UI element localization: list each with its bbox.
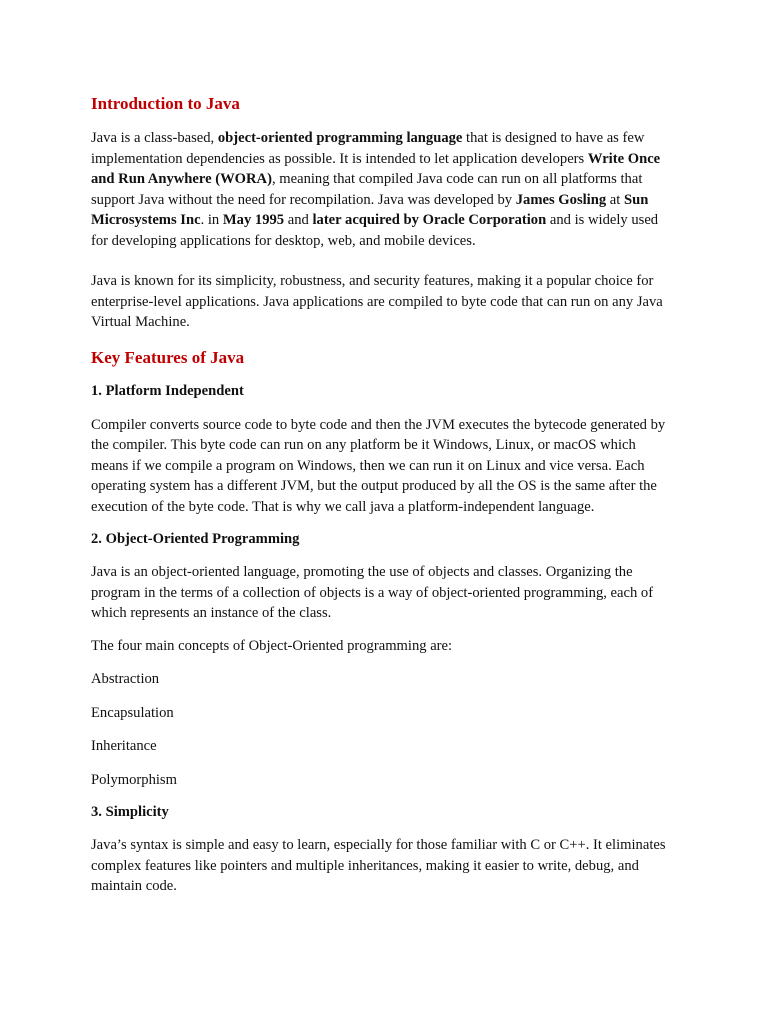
text-span: and <box>284 212 313 228</box>
concept-item: Abstraction <box>91 671 160 687</box>
bold-span: Write Once and Run Anywhere (WORA) <box>91 150 661 187</box>
bold-span: May 1995 <box>222 212 285 228</box>
feature-2-title: 2. Object-Oriented Programming <box>91 531 300 547</box>
text-span: Java is a class-based, <box>91 130 218 146</box>
concept-item: Polymorphism <box>91 771 177 788</box>
intro-heading: Introduction to Java <box>91 94 240 113</box>
text-span: that is designed to have as few implementation dependencies as possible. It is intended to let application developers <box>91 130 645 167</box>
bold-span: Sun Microsystems Inc <box>91 191 649 228</box>
text-span: . in <box>200 212 223 228</box>
features-heading: Key Features of Java <box>91 347 245 367</box>
concept-item: Encapsulation <box>91 704 174 721</box>
feature-1-text: Compiler converts source code to byte code and then the JVM executes the bytecode generated by the compiler. This byte code can run on any platform be it Windows, Linux, or macOS which means if we compile a program on Windows, then we can run it on Linux and vice versa. Each operating system has a different JVM, but the output produced by all the OS is the same after the execution of the byte code. That is why we call java a platform-independent language. <box>91 416 666 515</box>
concept-item: Inheritance <box>91 738 157 754</box>
feature-3-title: 3. Simplicity <box>91 804 169 820</box>
intro-paragraph-2: Java is known for its simplicity, robustness, and security features, making it a popular choice for enterprise-level applications. Java applications are compiled to byte code that can run on any Java Virtual Machine. <box>91 273 663 330</box>
bold-span: later acquired by Oracle Corporation <box>312 212 547 228</box>
text-span: at <box>606 191 624 208</box>
bold-span: James Gosling <box>515 191 607 208</box>
text-span: , meaning that compiled Java code can run on all platforms that support Java without the need for recompilation. J <box>91 171 643 208</box>
text-span: ava was developed by <box>383 191 516 208</box>
text-span: and is widely used for developing applications for desktop, web, and mobile devices. <box>91 212 659 249</box>
feature-2-text: Java is an object-oriented language, promoting the use of objects and classes. Organizing the program in the terms of a collection of objects is a way of object-oriented programming, each of which represents an instance of the class. <box>91 564 654 621</box>
bold-span: object-oriented programming language <box>217 130 463 146</box>
concepts-intro: The four main concepts of Object-Oriented programming are: <box>91 637 453 654</box>
intro-paragraph-1 <box>91 128 676 251</box>
feature-1-title: 1. Platform Independent <box>91 382 244 399</box>
feature-3-text: Java’s syntax is simple and easy to learn, especially for those familiar with C or C++. It eliminates complex features like pointers and multiple inheritances, making it easier to write, debug, and maintain code. <box>91 837 666 894</box>
